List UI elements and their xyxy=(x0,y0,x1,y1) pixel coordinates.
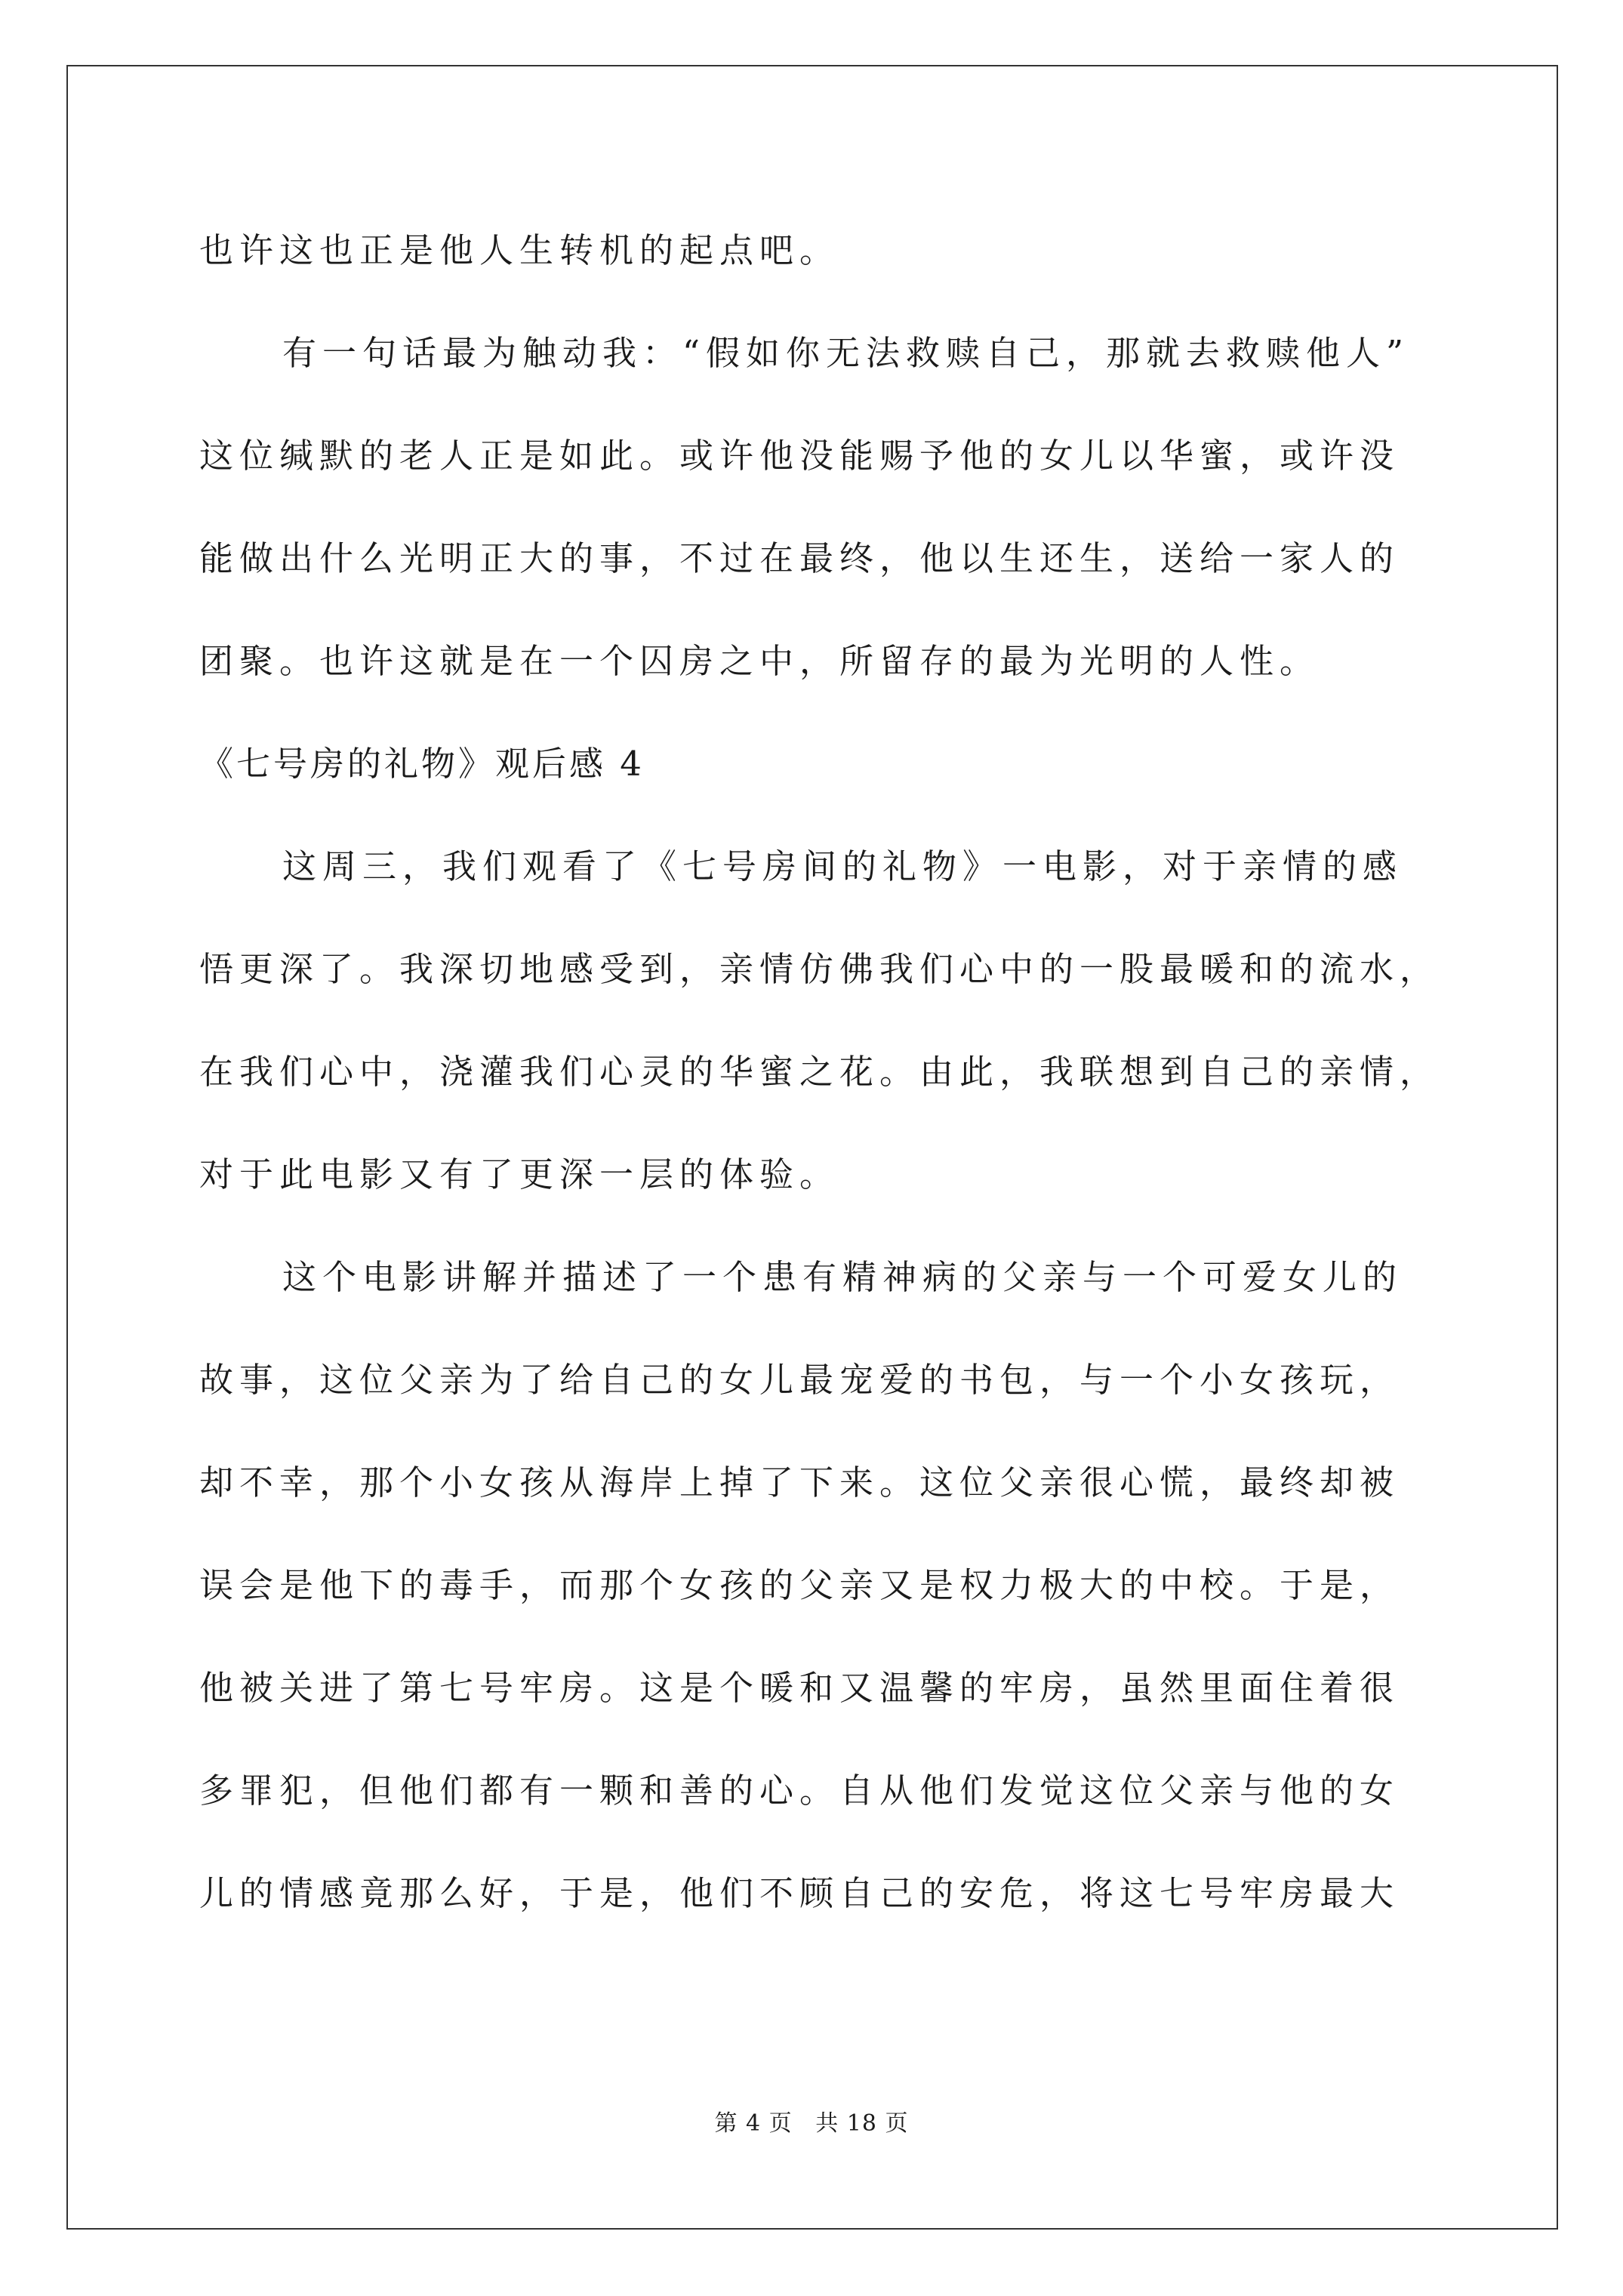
text-line: 这周三，我们观看了《七号房间的礼物》一电影，对于亲情的感 xyxy=(282,846,1403,886)
page-footer xyxy=(0,2109,1623,2139)
text-line: 有一句话最为触动我：“假如你无法救赎自己，那就去救赎他人” xyxy=(282,333,1410,373)
text-line: 这个电影讲解并描述了一个患有精神病的父亲与一个可爱女儿的 xyxy=(282,1257,1403,1297)
text-line: 这位缄默的老人正是如此。或许他没能赐予他的女儿以华蜜，或许没 xyxy=(199,436,1400,476)
text-line: 误会是他下的毒手，而那个女孩的父亲又是权力极大的中校。于是， xyxy=(199,1565,1400,1605)
text-line: 团聚。也许这就是在一个囚房之中，所留存的最为光明的人性。 xyxy=(199,641,1320,681)
text-line: 悟更深了。我深切地感受到，亲情仿佛我们心中的一股最暖和的流水， xyxy=(199,949,1440,989)
text-line: 也许这也正是他人生转机的起点吧。 xyxy=(199,230,840,270)
text-line: 故事，这位父亲为了给自己的女儿最宠爱的书包，与一个小女孩玩， xyxy=(199,1360,1400,1400)
section-heading: 《七号房的礼物》观后感 4 xyxy=(199,744,645,784)
text-line: 儿的情感竟那么好，于是，他们不顾自己的安危，将这七号牢房最大 xyxy=(199,1873,1400,1913)
text-line: 能做出什么光明正大的事，不过在最终，他以生还生，送给一家人的 xyxy=(199,538,1400,578)
text-line: 对于此电影又有了更深一层的体验。 xyxy=(199,1154,840,1194)
page-total: 共 18 页 xyxy=(815,2110,909,2137)
text-line: 在我们心中，浇灌我们心灵的华蜜之花。由此，我联想到自己的亲情， xyxy=(199,1052,1440,1092)
text-line: 却不幸，那个小女孩从海岸上掉了下来。这位父亲很心慌，最终却被 xyxy=(199,1462,1400,1502)
text-line: 他被关进了第七号牢房。这是个暖和又温馨的牢房，虽然里面住着很 xyxy=(199,1668,1400,1708)
text-line: 多罪犯，但他们都有一颗和善的心。自从他们发觉这位父亲与他的女 xyxy=(199,1771,1400,1811)
page-number: 第 4 页 xyxy=(714,2110,793,2137)
